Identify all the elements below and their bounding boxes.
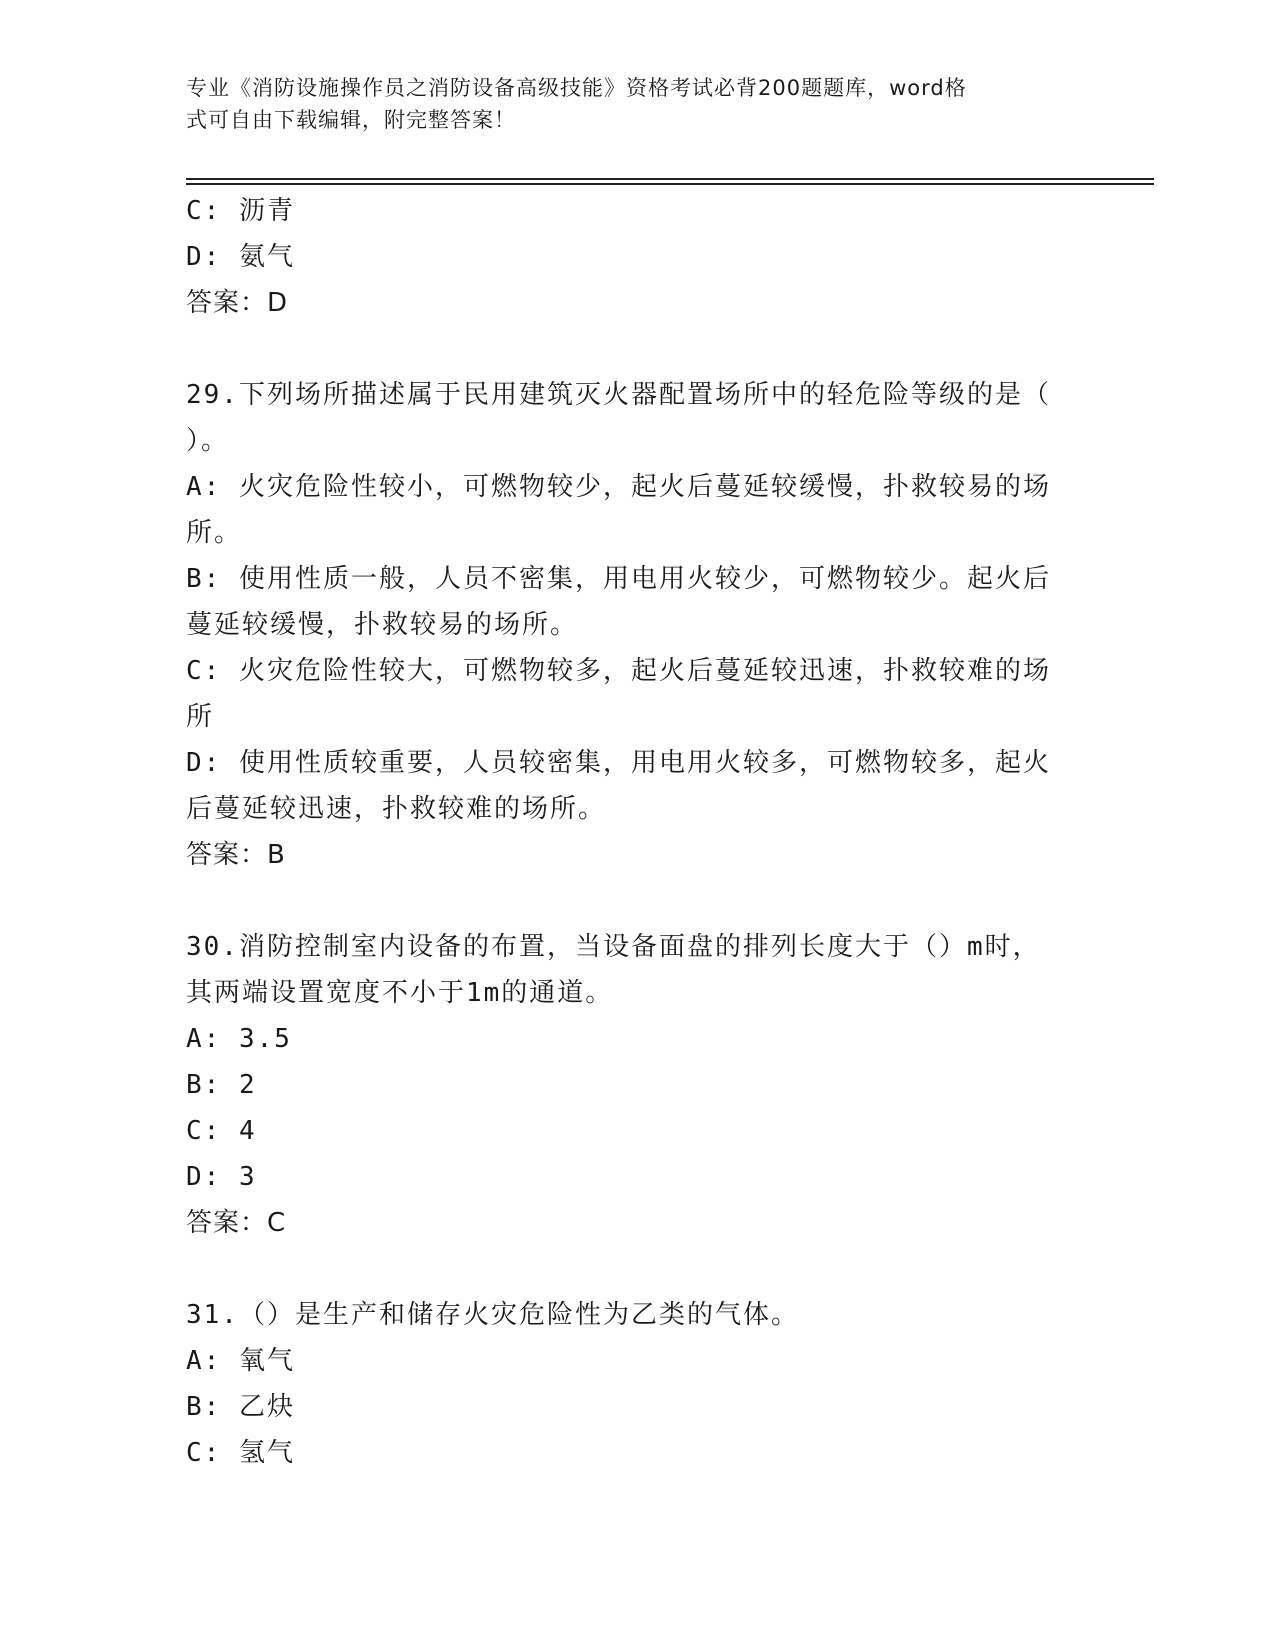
option-b: B: 2 bbox=[186, 1070, 257, 1100]
option-c: C: 4 bbox=[186, 1116, 257, 1146]
question-29 bbox=[186, 372, 1076, 878]
document-header bbox=[186, 72, 1086, 136]
option-a: 所。 bbox=[186, 518, 243, 548]
question-stem: 31.（）是生产和储存火灾危险性为乙类的气体。 bbox=[186, 1300, 799, 1330]
question-stem: 29.下列场所描述属于民用建筑灭火器配置场所中的轻危险等级的是（ bbox=[186, 380, 1051, 410]
option-a: A: 3.5 bbox=[186, 1024, 292, 1054]
option-b: B: 使用性质一般，人员不密集，用电用火较少，可燃物较少。起火后 bbox=[186, 564, 1051, 594]
option-d: D: 3 bbox=[186, 1162, 257, 1192]
question-content bbox=[186, 188, 1076, 1476]
option-b: 蔓延较缓慢，扑救较易的场所。 bbox=[186, 610, 579, 640]
option-d: D: 氨气 bbox=[186, 242, 295, 272]
option-b: B: 乙炔 bbox=[186, 1392, 295, 1422]
question-31 bbox=[186, 1292, 1076, 1476]
spacer bbox=[186, 326, 1076, 372]
spacer bbox=[186, 878, 1076, 924]
spacer bbox=[186, 1246, 1076, 1292]
question-28-tail bbox=[186, 188, 1076, 326]
header-line-1: 专业《消防设施操作员之消防设备高级技能》资格考试必背200题题库，word格 bbox=[186, 76, 967, 100]
option-a: A: 火灾危险性较小，可燃物较少，起火后蔓延较缓慢，扑救较易的场 bbox=[186, 472, 1051, 502]
option-c: C: 沥青 bbox=[186, 196, 295, 226]
answer: 答案：C bbox=[186, 1208, 287, 1238]
question-stem: 其两端设置宽度不小于1m的通道。 bbox=[186, 978, 614, 1008]
question-stem: 30.消防控制室内设备的布置，当设备面盘的排列长度大于（）m时， bbox=[186, 932, 1041, 962]
option-d: D: 使用性质较重要，人员较密集，用电用火较多，可燃物较多，起火 bbox=[186, 748, 1051, 778]
header-divider-bottom bbox=[186, 183, 1154, 185]
header-divider-top bbox=[186, 178, 1154, 180]
header-line-2: 式可自由下载编辑，附完整答案！ bbox=[186, 108, 516, 132]
question-30 bbox=[186, 924, 1076, 1246]
option-c: C: 火灾危险性较大，可燃物较多，起火后蔓延较迅速，扑救较难的场 bbox=[186, 656, 1051, 686]
answer: 答案：D bbox=[186, 288, 289, 318]
option-a: A: 氧气 bbox=[186, 1346, 295, 1376]
answer: 答案：B bbox=[186, 840, 286, 870]
option-c: 所 bbox=[186, 702, 215, 732]
option-d: 后蔓延较迅速，扑救较难的场所。 bbox=[186, 794, 607, 824]
option-c: C: 氢气 bbox=[186, 1438, 295, 1468]
question-stem: ）。 bbox=[186, 426, 230, 456]
